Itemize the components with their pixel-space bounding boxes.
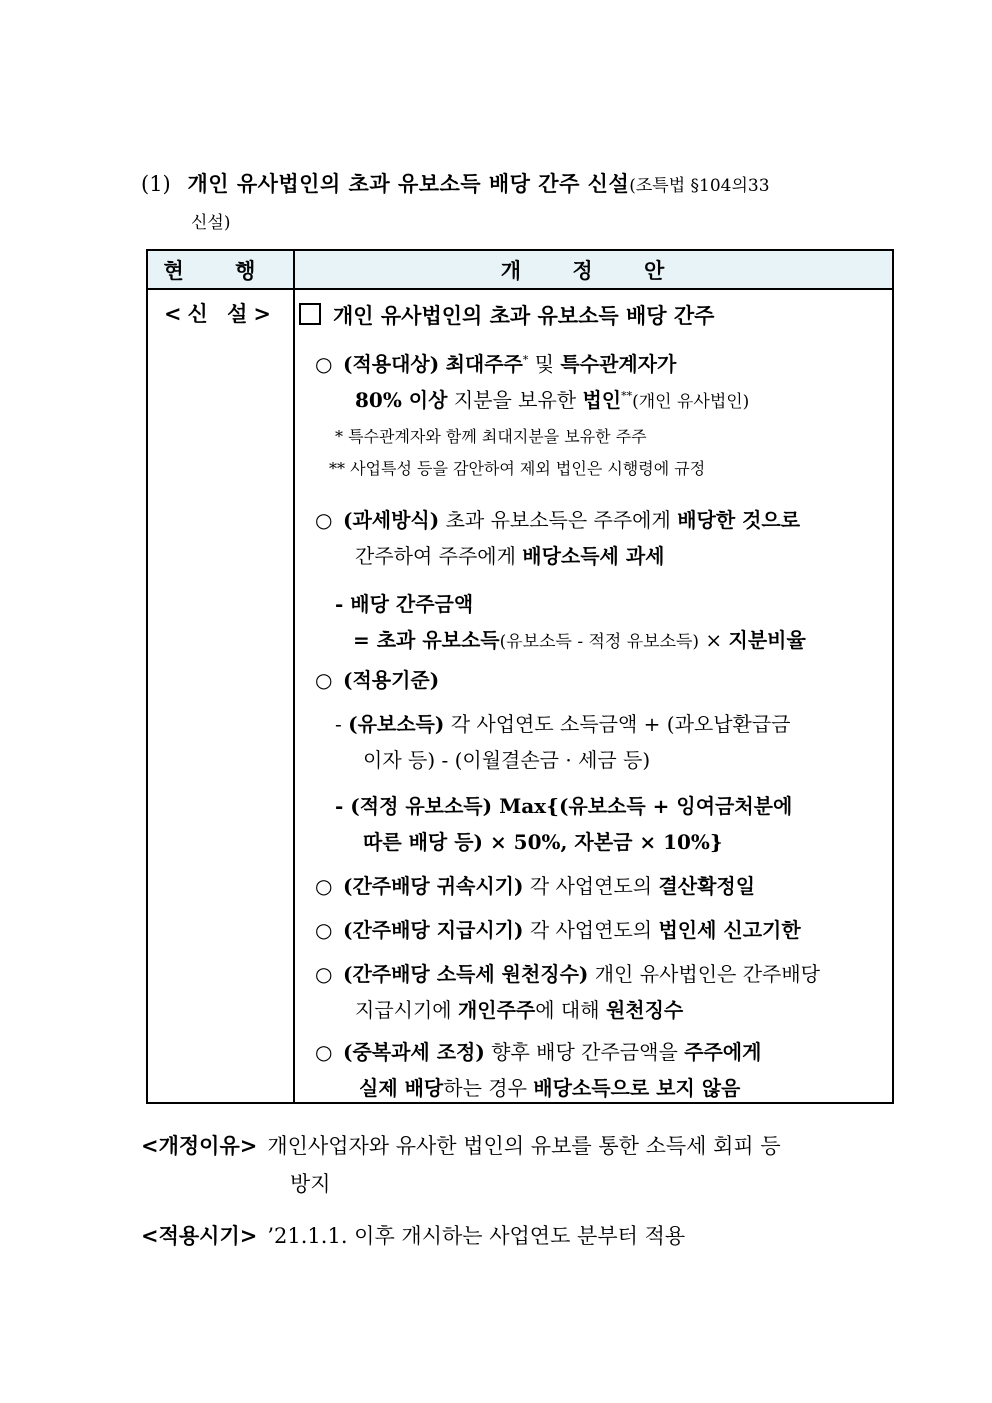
target-line-1: ○ (적용대상) 최대주주* 및 특수관계자가	[315, 352, 677, 376]
tax-line-2: 간주하여 주주에게 배당소득세 과세	[355, 544, 665, 568]
effective-line	[141, 1220, 685, 1250]
section-title: 개인 유사법인의 초과 유보소득 배당 간주 신설	[187, 171, 630, 196]
reason-text: 개인사업자와 유사한 법인의 유보를 통한 소득세 회피 등	[267, 1134, 781, 1158]
comparison-table	[146, 249, 894, 1104]
bullet-circle-icon: ○	[315, 962, 333, 986]
bullet-circle-icon: ○	[315, 874, 333, 898]
header-current: 현 행	[147, 250, 294, 289]
timing-line: ○ (간주배당 귀속시기) 각 사업연도의 결산확정일	[315, 874, 756, 898]
reason-label: <개정이유>	[141, 1133, 258, 1158]
effective-label: <적용시기>	[141, 1223, 258, 1248]
payment-line: ○ (간주배당 지급시기) 각 사업연도의 법인세 신고기한	[315, 918, 801, 942]
bullet-circle-icon: ○	[315, 352, 333, 376]
reason-line	[141, 1130, 781, 1160]
bullet-circle-icon: ○	[315, 1040, 333, 1064]
section-heading	[141, 164, 861, 240]
header-new: 개 정 안	[294, 250, 893, 289]
law-reference: (조특법 §104의33	[629, 176, 770, 196]
amount-line-1: - 배당 간주금액	[335, 592, 474, 616]
criteria-r1-line-1: - (유보소득) 각 사업연도 소득금액 + (과오납환급금	[335, 712, 791, 736]
withholding-line-1: ○ (간주배당 소득세 원천징수) 개인 유사법인은 간주배당	[315, 962, 820, 986]
section-number: (1)	[141, 172, 171, 196]
tax-line-1: ○ (과세방식) 초과 유보소득은 주주에게 배당한 것으로	[315, 508, 801, 532]
target-note-1: * 특수관계자와 함께 최대지분을 보유한 주주	[335, 427, 647, 446]
criteria-line: ○ (적용기준)	[315, 668, 440, 692]
bullet-circle-icon: ○	[315, 668, 333, 692]
withholding-line-2: 지급시기에 개인주주에 대해 원천징수	[355, 998, 684, 1022]
target-line-2: 80% 이상 지분을 보유한 법인**(개인 유사법인)	[355, 388, 750, 412]
criteria-r2-line-1: - (적정 유보소득) Max{(유보소득 + 잉여금처분에	[335, 794, 793, 818]
double-tax-line-1: ○ (중복과세 조정) 향후 배당 간주금액을 주주에게	[315, 1040, 762, 1064]
criteria-r1-line-2: 이자 등) - (이월결손금 · 세금 등)	[363, 748, 651, 772]
criteria-r2-line-2: 따른 배당 등) × 50%, 자본금 × 10%}	[363, 830, 723, 854]
new-cell	[294, 289, 893, 1103]
new-title: 개인 유사법인의 초과 유보소득 배당 간주	[333, 303, 715, 328]
bullet-circle-icon: ○	[315, 918, 333, 942]
reason-line-2: 방지	[290, 1172, 331, 1196]
effective-text: ’21.1.1. 이후 개시하는 사업연도 분부터 적용	[267, 1224, 686, 1248]
double-tax-line-2: 실제 배당하는 경우 배당소득으로 보지 않음	[359, 1076, 741, 1100]
target-note-2: ** 사업특성 등을 감안하여 제외 법인은 시행령에 규정	[329, 459, 706, 478]
bullet-circle-icon: ○	[315, 508, 333, 532]
checkbox-square-icon	[299, 303, 321, 325]
new-title-line	[299, 300, 714, 330]
law-reference-cont: 신설)	[191, 213, 231, 233]
amount-line-2: = 초과 유보소득(유보소득 - 적정 유보소득) × 지분비율	[353, 628, 806, 652]
current-cell: <신 설>	[147, 289, 294, 1103]
